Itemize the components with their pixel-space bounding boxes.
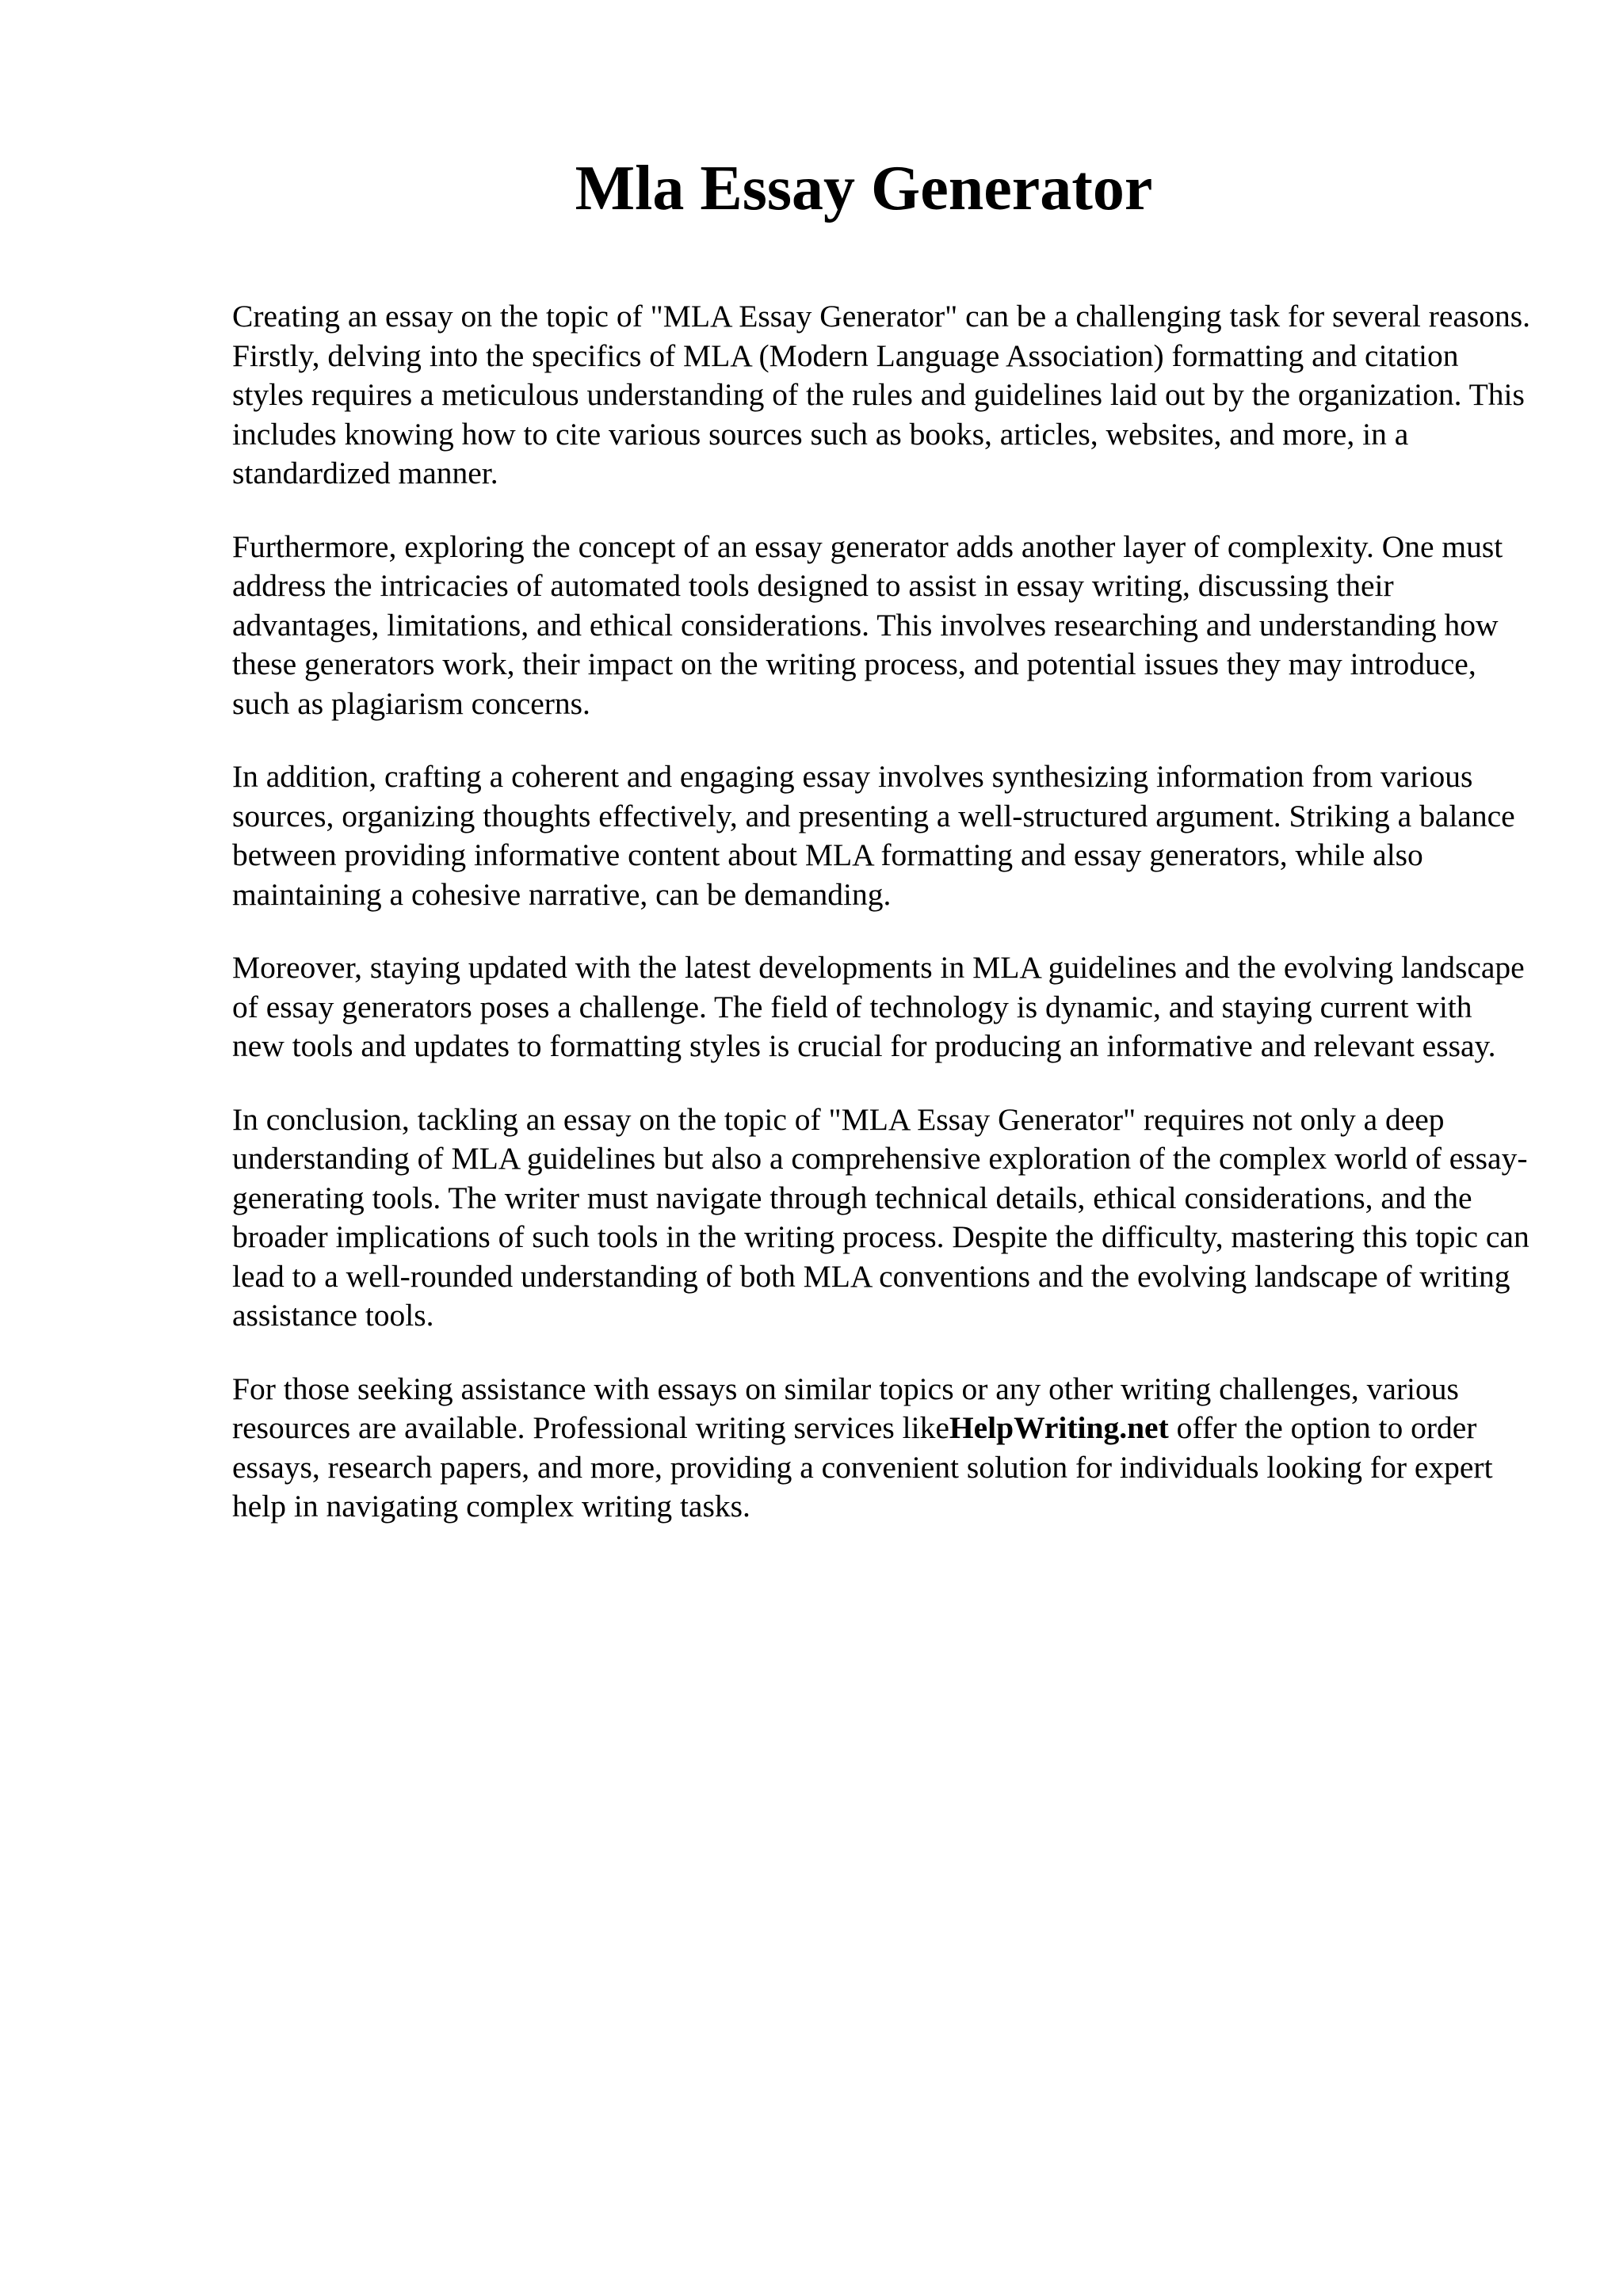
paragraph-5: In conclusion, tackling an essay on the topic of "MLA Essay Generator" requires not only a deep understanding of MLA guidelines but also a comprehensive exploration of the complex world of essay-generating tools. The writer must navigate through technical details, ethical considerations, and the broader implications of such tools in the writing process. Despite the difficulty, mastering this topic can lead to a well-rounded understanding of both MLA conventions and the evolving landscape of writing assistance tools. [232,1101,1529,1333]
paragraph-3: In addition, crafting a coherent and engaging essay involves synthesizing information from various sources, organizing thoughts effectively, and presenting a well-structured argument. Striking a balance between providing informative content about MLA formatting and essay generators, while also maintaining a cohesive narrative, can be demanding. [232,759,1515,912]
essay-body [232,297,1532,1561]
paragraph-2: Furthermore, exploring the concept of an essay generator adds another layer of complexity. One must address the intricacies of automated tools designed to assist in essay writing, discussing their advantages, limitations, and ethical considerations. This involves researching and understanding how these generators work, their impact on the writing process, and potential issues they may introduce, such as plagiarism concerns. [232,528,1503,721]
closing-text-before: For those seeking assistance with essays on similar topics or any other writing challenges, various resources are available. Professional writing services like [232,1371,1459,1445]
helpwriting-link[interactable]: HelpWriting.net [949,1410,1169,1445]
paragraph-6-closing [232,1370,1532,1527]
paragraph-4: Moreover, staying updated with the latest developments in MLA guidelines and the evolving landscape of essay generators poses a challenge. The field of technology is dynamic, and staying current with new tools and updates to formatting styles is crucial for producing an informative and relevant essay. [232,950,1525,1063]
paragraph-1: Creating an essay on the topic of "MLA Essay Generator" can be a challenging task for several reasons. Firstly, delving into the specifics of MLA (Modern Language Association) formatting and citation styles requires a meticulous understanding of the rules and guidelines laid out by the organization. This includes knowing how to cite various sources such as books, articles, websites, and more, in a standardized manner. [232,299,1531,490]
closing-text-after: offer the option to order essays, research papers, and more, providing a convenient solution for individuals looking for expert help in navigating complex writing tasks. [232,1410,1493,1524]
page-title: Mla Essay Generator [575,154,1153,223]
